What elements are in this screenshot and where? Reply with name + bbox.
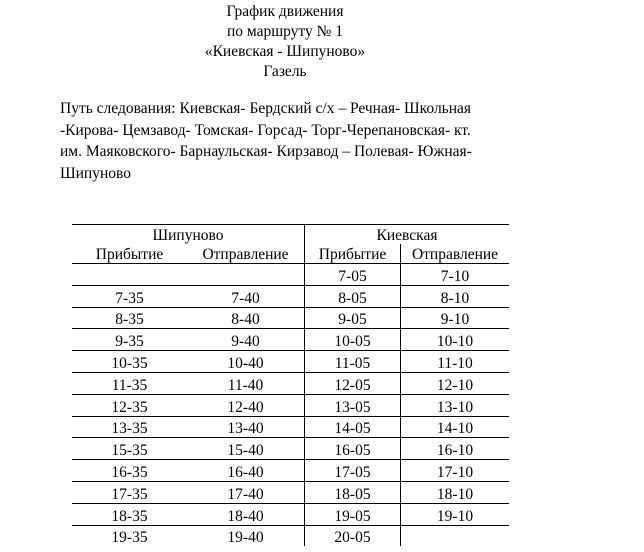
document-title: [160, 2, 410, 82]
table-row: [72, 460, 509, 482]
time-cell: 11-40: [187, 372, 305, 394]
time-cell: 19-05: [305, 503, 401, 525]
table-row: [72, 329, 509, 351]
time-cell: 12-40: [187, 394, 305, 416]
table-row: [72, 503, 509, 525]
time-cell: 12-10: [401, 372, 510, 394]
time-cell: 18-40: [187, 503, 305, 525]
group-header-row: [72, 225, 509, 245]
column-header-departure: Отправление: [401, 244, 510, 264]
route-line: им. Маяковского- Барнаульская- Кирзавод – Полевая- Южная-: [60, 143, 472, 160]
time-cell: 14-10: [401, 416, 510, 438]
time-cell: [401, 525, 510, 546]
time-cell: 13-05: [305, 394, 401, 416]
group-header-kievskaya: Киевская: [305, 225, 510, 245]
title-line-route-name: «Киевская - Шипуново»: [204, 43, 366, 60]
schedule-table: [72, 224, 509, 546]
time-cell: 13-35: [72, 416, 187, 438]
time-cell: 13-10: [401, 394, 510, 416]
time-cell: 19-40: [187, 525, 305, 546]
column-header-row: [72, 244, 509, 264]
table-row: [72, 394, 509, 416]
column-header-departure: Отправление: [187, 244, 305, 264]
route-line: -Кирова- Цемзавод- Томская- Горсад- Торг-Черепановская- кт.: [60, 121, 471, 139]
time-cell: 10-05: [305, 329, 401, 351]
time-cell: 17-40: [187, 481, 305, 503]
time-cell: 18-10: [401, 481, 510, 503]
time-cell: 20-05: [305, 525, 401, 546]
time-cell: 14-05: [305, 416, 401, 438]
time-cell: 9-40: [187, 329, 305, 351]
time-cell: 18-05: [305, 481, 401, 503]
route-line: Путь следования: Киевская- Бердский с/х – Речная- Школьная: [60, 100, 472, 117]
title-line-schedule: График движения: [226, 3, 344, 20]
time-cell: 12-05: [305, 372, 401, 394]
group-header-shipunovo: Шипуново: [72, 225, 305, 245]
table-row: [72, 438, 509, 460]
time-cell: 8-05: [305, 285, 401, 307]
time-cell: 7-40: [187, 285, 305, 307]
time-cell: 10-10: [401, 329, 510, 351]
time-cell: 8-10: [401, 285, 510, 307]
table-row: [72, 285, 509, 307]
time-cell: 19-35: [111, 529, 148, 547]
column-header-arrival: Прибытие: [305, 244, 401, 264]
title-line-vehicle: Газель: [263, 63, 307, 80]
time-cell: 17-05: [305, 460, 401, 482]
time-cell: 12-35: [72, 394, 187, 416]
time-cell: 13-40: [187, 416, 305, 438]
time-cell: 18-35: [72, 503, 187, 525]
time-cell: 17-10: [401, 460, 510, 482]
time-cell: 9-35: [72, 329, 187, 351]
time-cell: 19-10: [401, 503, 510, 525]
time-cell: 11-35: [72, 372, 187, 394]
table-row: [72, 351, 509, 373]
route-description: [60, 98, 530, 184]
time-cell: 9-05: [305, 307, 401, 329]
route-line: Шипуново: [60, 164, 131, 182]
table-row: [72, 307, 509, 329]
table-row: [72, 481, 509, 503]
time-cell: 7-05: [305, 264, 401, 286]
time-cell: 7-10: [401, 264, 510, 286]
table-row: [72, 264, 509, 286]
time-cell: 8-40: [187, 307, 305, 329]
column-header-arrival: Прибытие: [72, 244, 187, 264]
time-cell: 11-10: [401, 351, 510, 373]
time-cell: 16-05: [305, 438, 401, 460]
time-cell: 7-35: [72, 285, 187, 307]
time-cell: 16-10: [401, 438, 510, 460]
table-row: [72, 525, 509, 546]
time-cell: 17-35: [72, 481, 187, 503]
time-cell: 15-35: [72, 438, 187, 460]
time-cell: 15-40: [187, 438, 305, 460]
time-cell: 9-10: [401, 307, 510, 329]
time-cell: 8-35: [72, 307, 187, 329]
time-cell: [72, 264, 187, 286]
time-cell: 16-35: [72, 460, 187, 482]
time-cell: 16-40: [187, 460, 305, 482]
time-cell: 11-05: [305, 351, 401, 373]
table-row: [72, 416, 509, 438]
table-row: [72, 372, 509, 394]
time-cell: 10-40: [187, 351, 305, 373]
title-line-route-number: по маршруту № 1: [226, 23, 344, 40]
time-cell: 10-35: [72, 351, 187, 373]
time-cell: [187, 264, 305, 286]
